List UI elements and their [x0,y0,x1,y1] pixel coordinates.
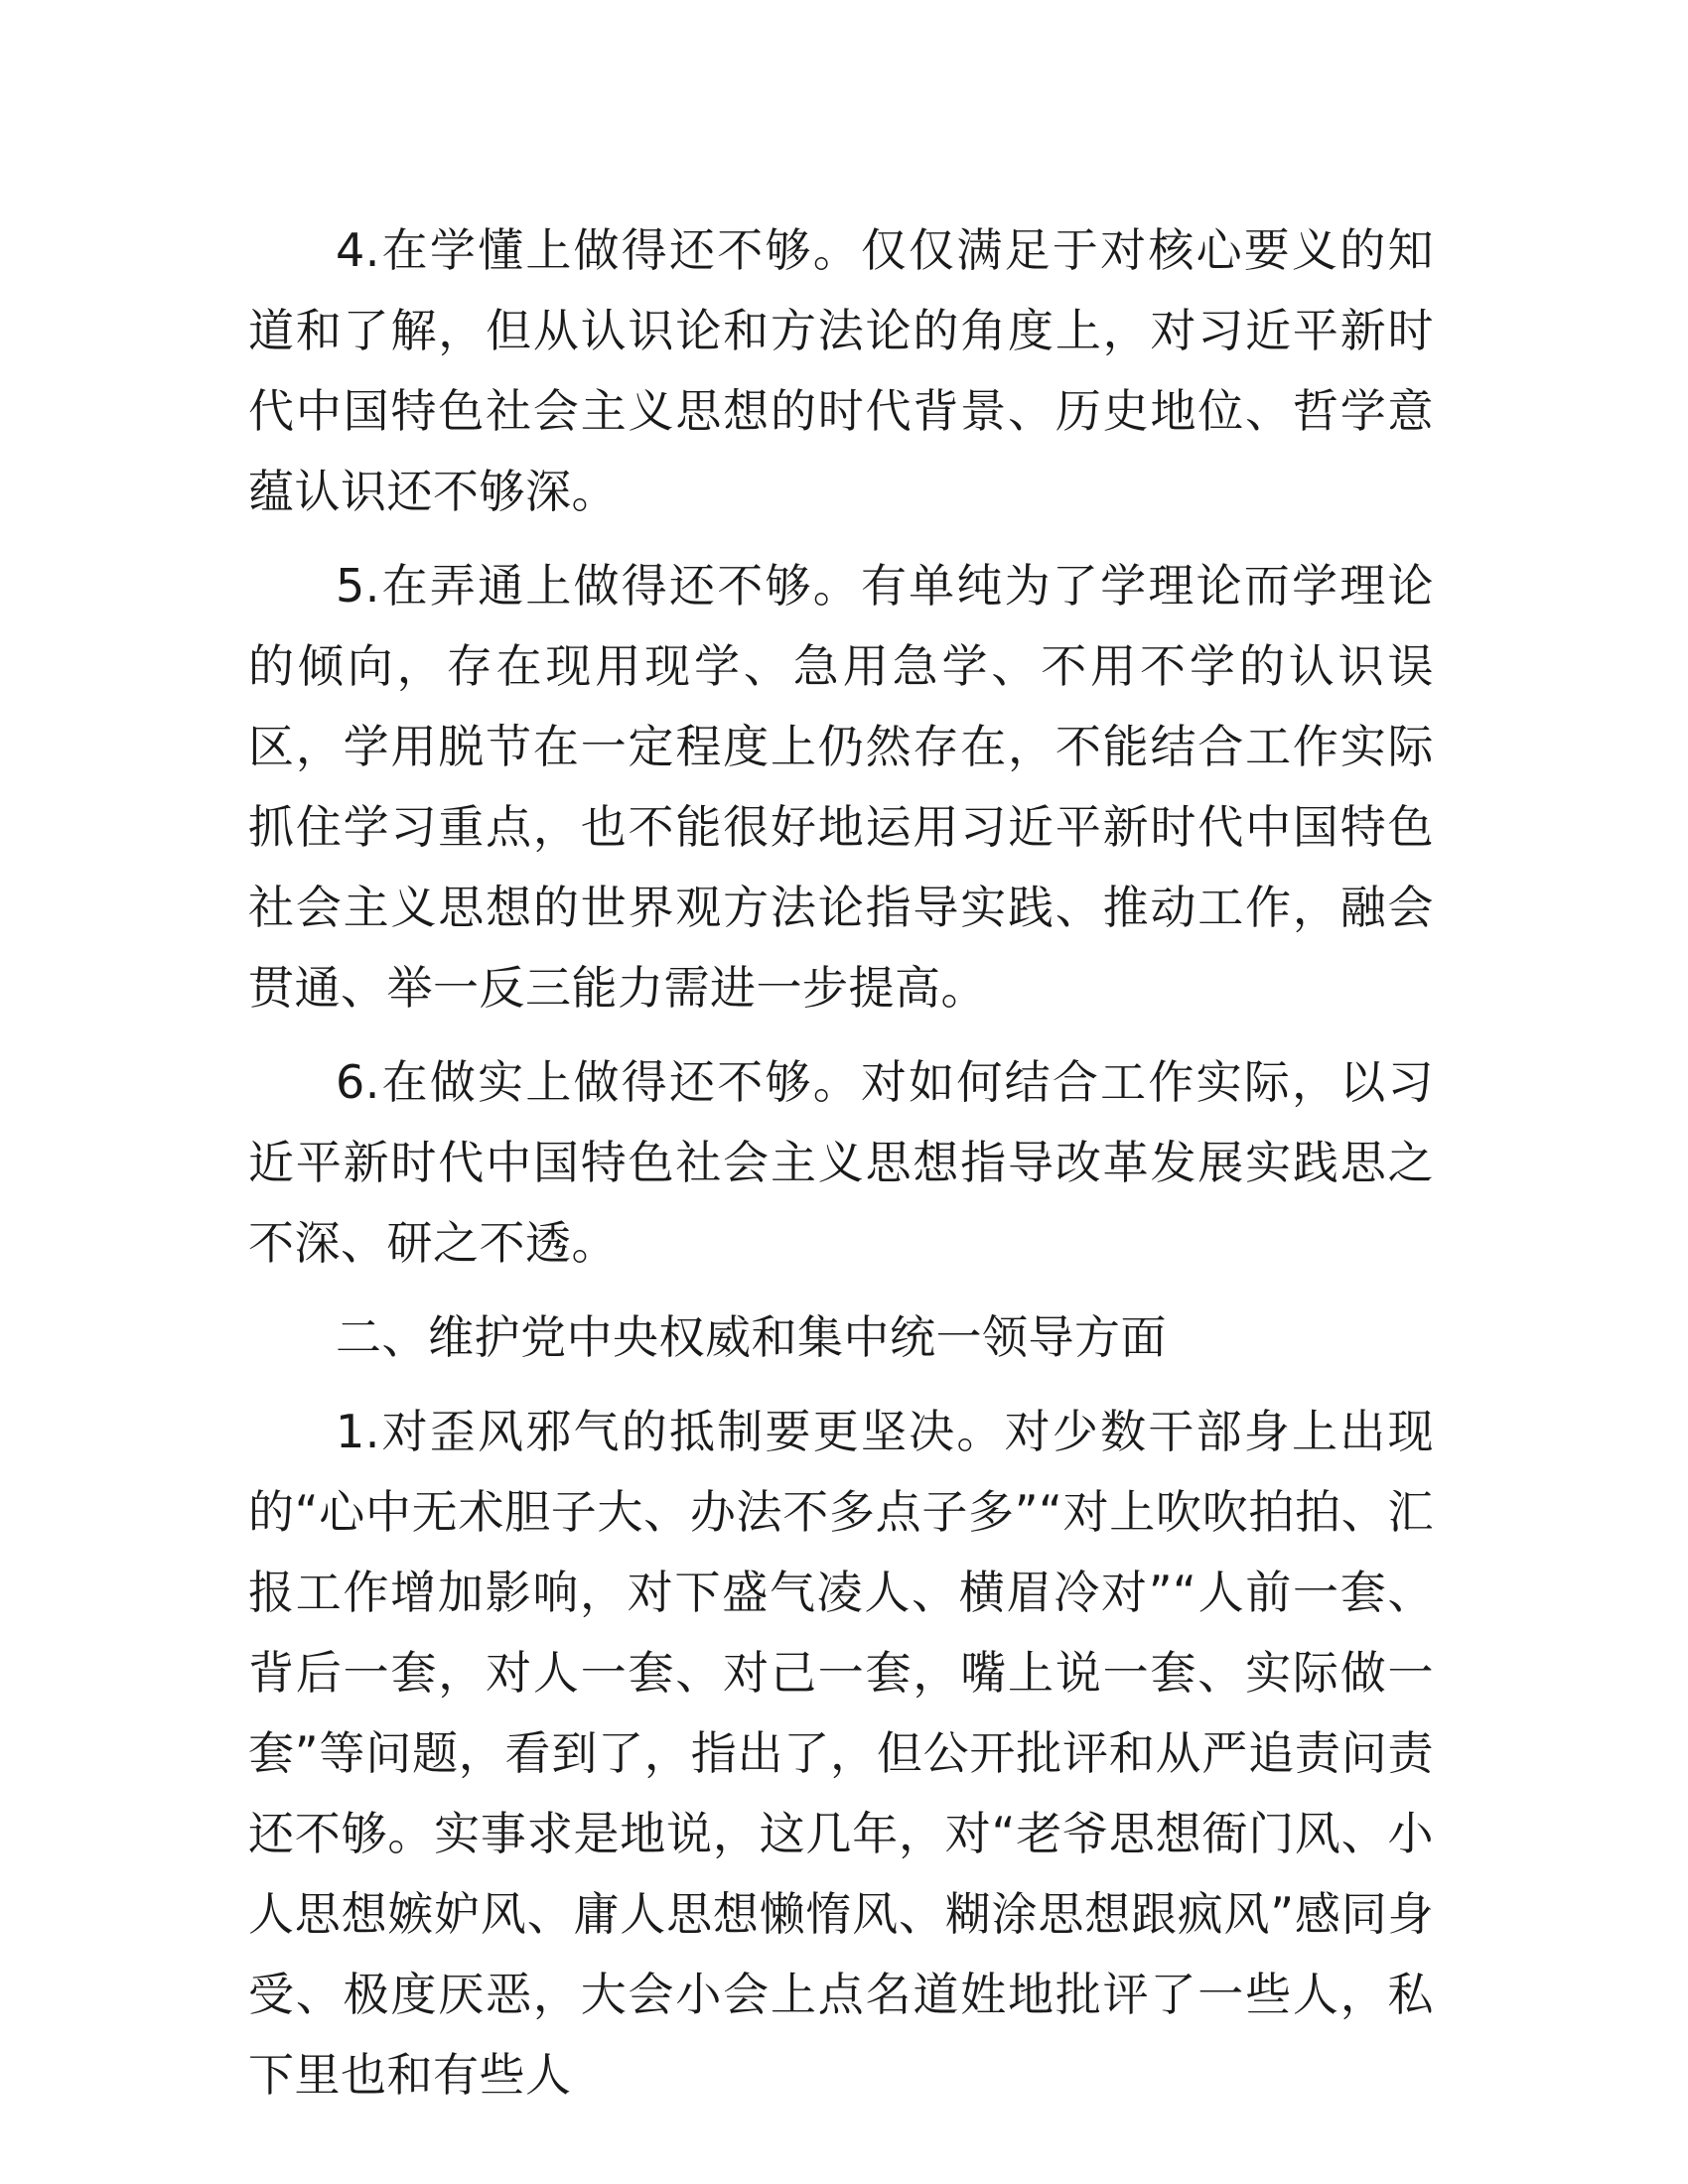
paragraph-item-5: 5.在弄通上做得还不够。有单纯为了学理论而学理论的倾向，存在现用现学、急用急学、不用不学的认识误区，学用脱节在一定程度上仍然存在，不能结合工作实际抓住学习重点，也不能很好地运用习近平新时代中国特色社会主义思想的世界观方法论指导实践、推动工作，融会贯通、举一反三能力需进一步提高。 [248,559,1434,1015]
document-body [248,210,1434,2129]
paragraph-item-4: 4.在学懂上做得还不够。仅仅满足于对核心要义的知道和了解，但从认识论和方法论的角度上，对习近平新时代中国特色社会主义思想的时代背景、历史地位、哲学意蕴认识还不够深。 [248,223,1434,518]
section-heading-2: 二、维护党中央权威和集中统一领导方面 [336,1310,1167,1364]
paragraph-section2-item-1: 1.对歪风邪气的抵制要更坚决。对少数干部身上出现的“心中无术胆子大、办法不多点子多”“对上吹吹拍拍、汇报工作增加影响，对下盛气凌人、横眉冷对”“人前一套、背后一套，对人一套、对己一套，嘴上说一套、实际做一套”等问题，看到了，指出了，但公开批评和从严追责问责还不够。实事求是地说，这几年，对“老爷思想衙门风、小人思想嫉妒风、庸人思想懒惰风、糊涂思想跟疯风”感同身受、极度厌恶，大会小会上点名道姓地批评了一些人，私下里也和有些人 [248,1405,1434,2102]
paragraph-item-6: 6.在做实上做得还不够。对如何结合工作实际，以习近平新时代中国特色社会主义思想指导改革发展实践思之不深、研之不透。 [248,1055,1434,1270]
